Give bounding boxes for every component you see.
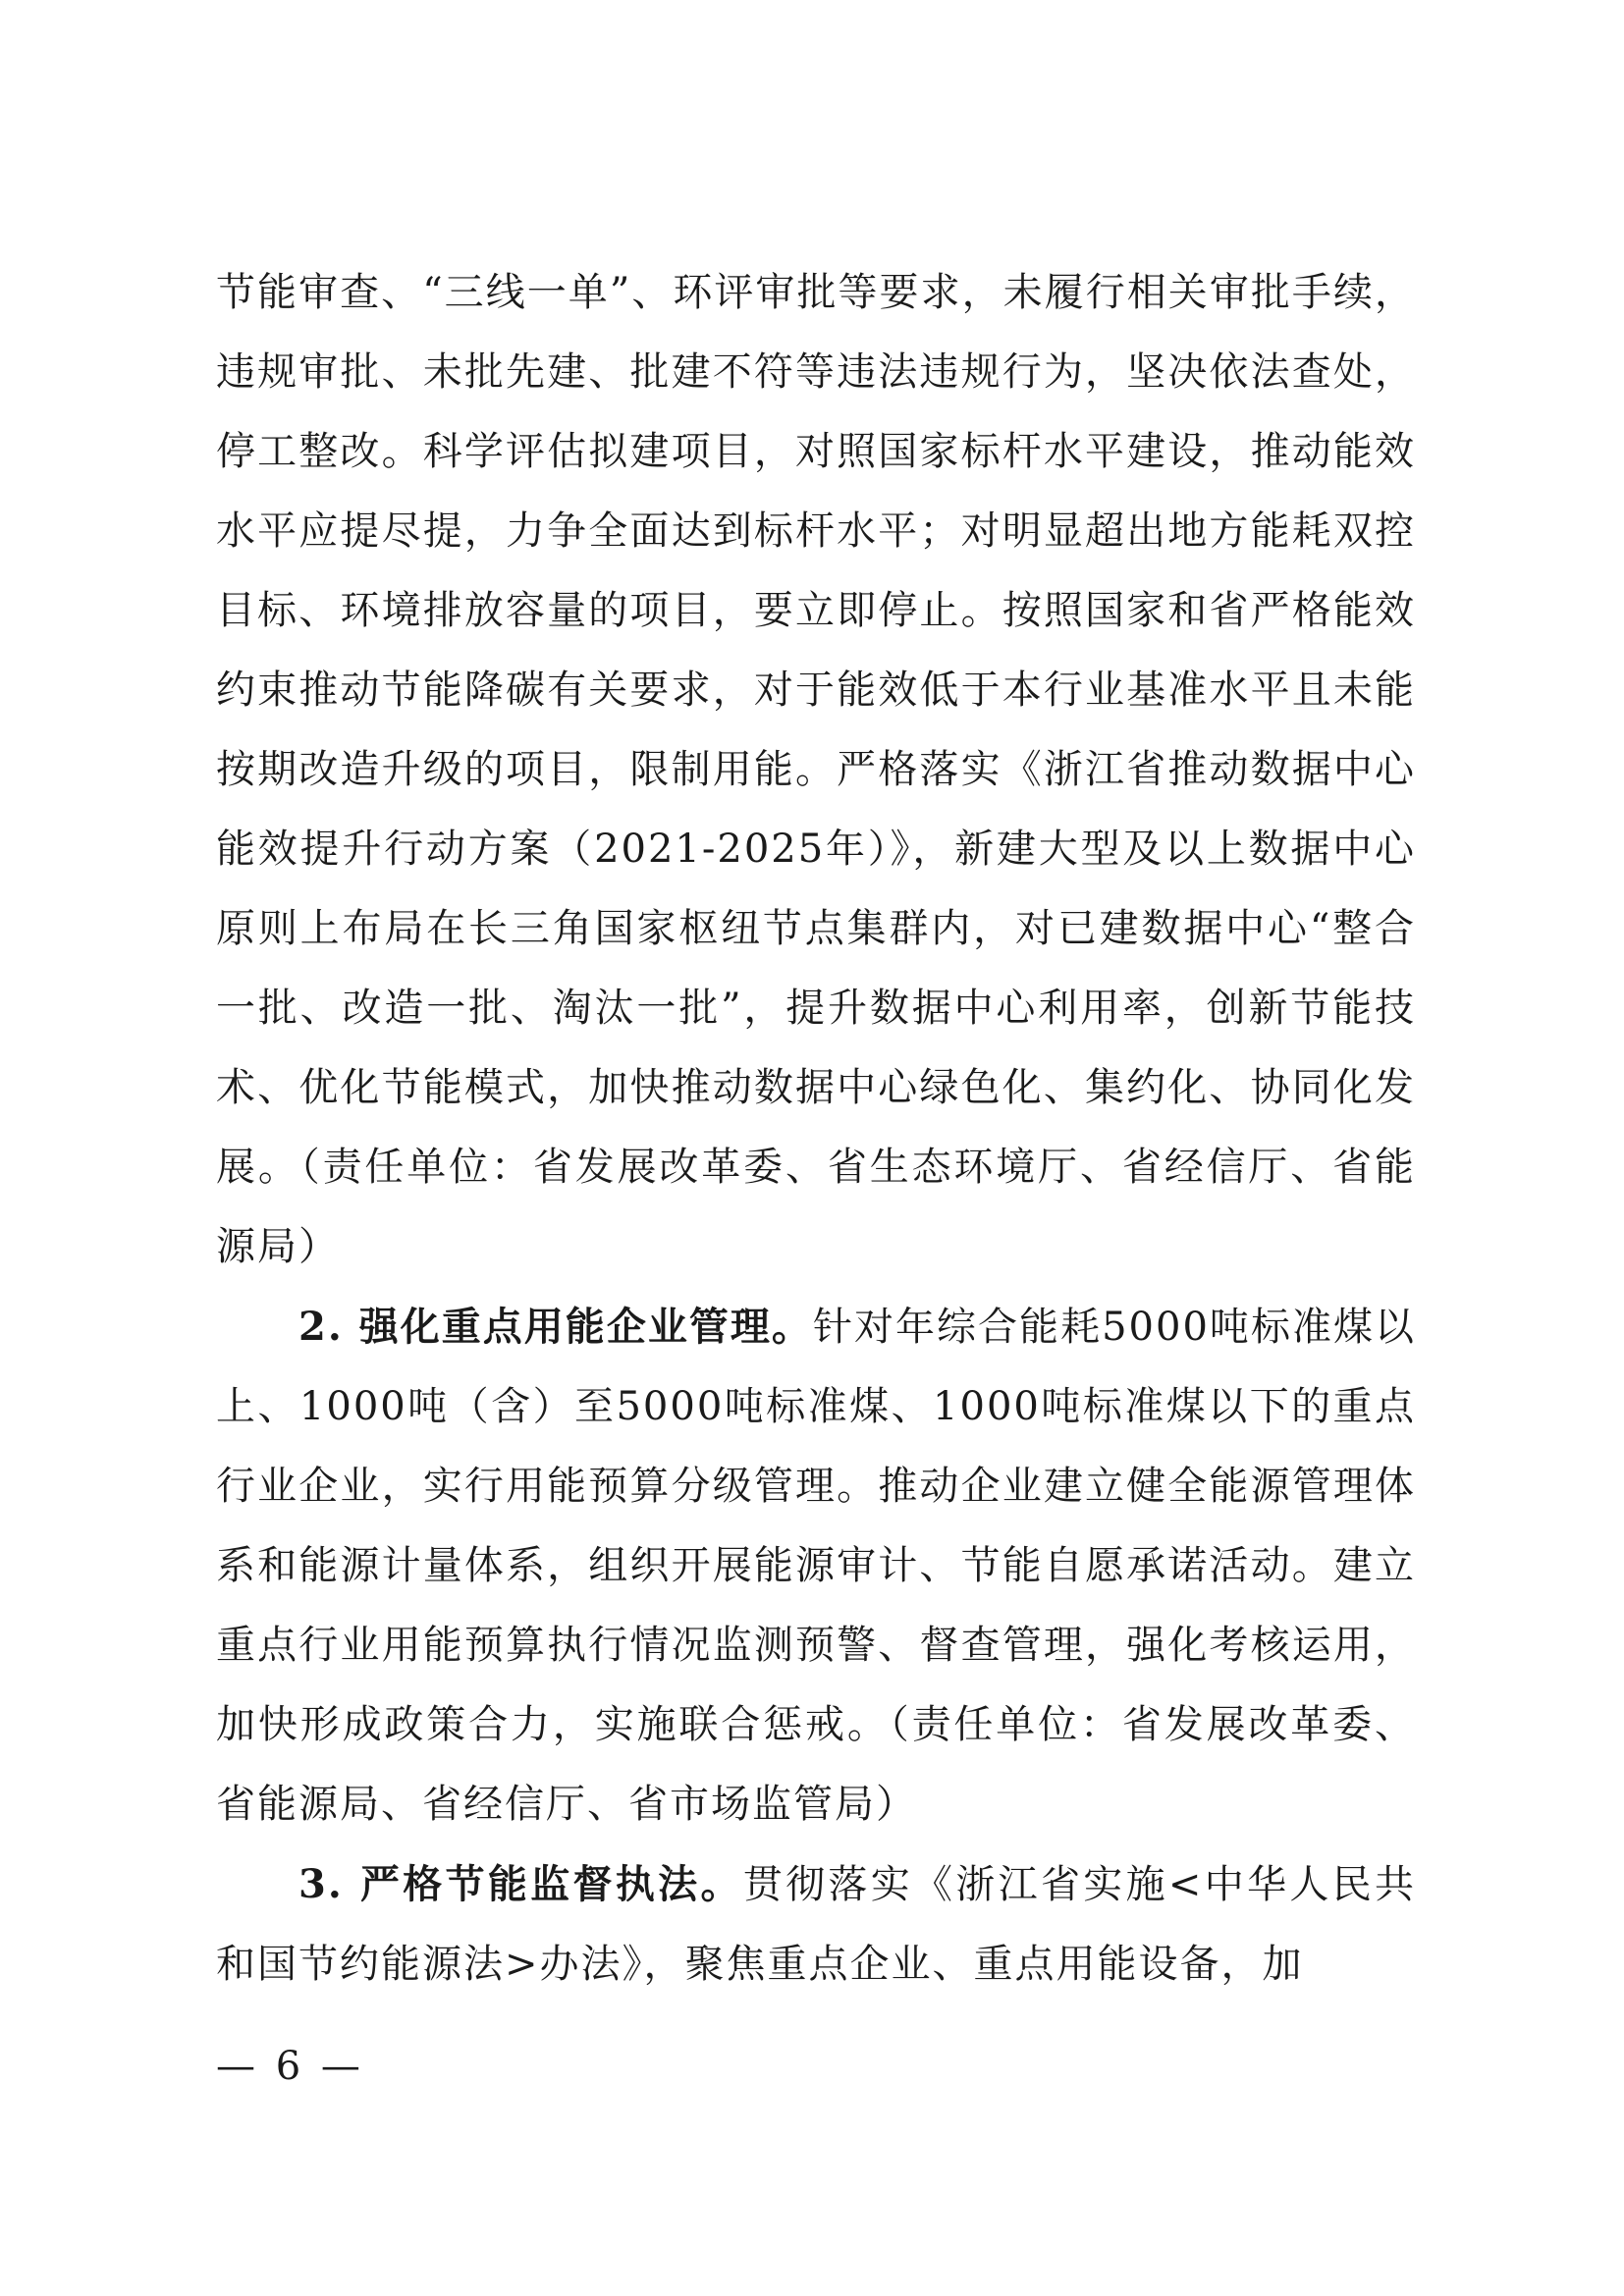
paragraph-continuation xyxy=(216,253,1416,1287)
page-number: — 6 — xyxy=(216,2044,364,2089)
item-heading: 3. 严格节能监督执法。 xyxy=(298,1861,743,1907)
paragraph-body: 贯彻落实《浙江省实施<中华人民共和国节约能源法>办法》，聚焦重点企业、重点用能设备，加 xyxy=(216,1862,1417,1987)
paragraph-item-2 xyxy=(216,1287,1416,1844)
paragraph-body: 节能审查、“三线一单”、环评审批等要求，未履行相关审批手续，违规审批、未批先建、批建不符等违法违规行为，坚决依法查处，停工整改。科学评估拟建项目，对照国家标杆水平建设，推动能效水平应提尽提，力争全面达到标杆水平；对明显超出地方能耗双控目标、环境排放容量的项目，要立即停止。按照国家和省严格能效约束推动节能降碳有关要求，对于能效低于本行业基准水平且未能按期改造升级的项目，限制用能。严格落实《浙江省推动数据中心能效提升行动方案（2021-2025年）》，新建大型及以上数据中心原则上布局在长三角国家枢纽节点集群内，对已建数据中心“整合一批、改造一批、淘汰一批”，提升数据中心利用率，创新节能技术、优化节能模式，加快推动数据中心绿色化、集约化、协同化发展。（责任单位：省发展改革委、省生态环境厅、省经信厅、省能源局） xyxy=(216,270,1416,1269)
paragraph-body: 针对年综合能耗5000吨标准煤以上、1000吨（含）至5000吨标准煤、1000吨标准煤以下的重点行业企业，实行用能预算分级管理。推动企业建立健全能源管理体系和能源计量体系，组织开展能源审计、节能自愿承诺活动。建立重点行业用能预算执行情况监测预警、督查管理，强化考核运用，加快形成政策合力，实施联合惩戒。（责任单位：省发展改革委、省能源局、省经信厅、省市场监管局） xyxy=(216,1305,1417,1827)
paragraph-item-3 xyxy=(216,1844,1416,2004)
item-heading: 2. 强化重点用能企业管理。 xyxy=(298,1304,813,1350)
body-text xyxy=(216,253,1416,2004)
